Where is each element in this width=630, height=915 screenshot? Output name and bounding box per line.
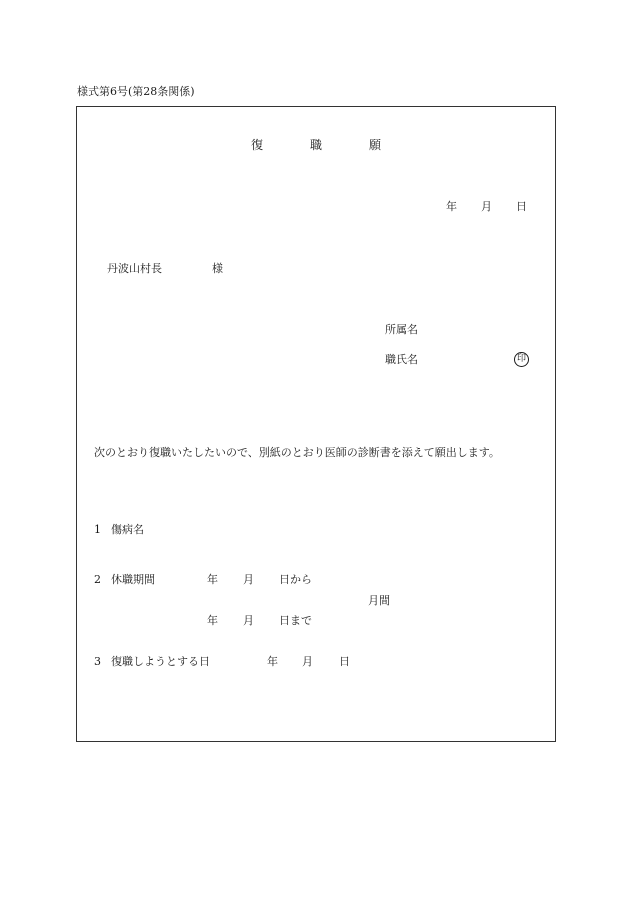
- addressee-name: 丹波山村長: [107, 262, 162, 275]
- item3-month: 月: [302, 655, 313, 668]
- title-char-3: 願: [369, 138, 382, 152]
- item2-to-year: 年: [207, 614, 218, 627]
- item2-from-month: 月: [243, 573, 254, 586]
- addressee-honorific: 様: [212, 262, 223, 275]
- item2-to-month: 月: [243, 614, 254, 627]
- item1-label: 傷病名: [111, 523, 144, 536]
- item3-day: 日: [339, 655, 350, 668]
- item2-to-day: 日まで: [279, 614, 312, 627]
- item3-number: 3: [94, 655, 101, 668]
- body-text: 次のとおり復職いたしたいので、別紙のとおり医師の診断書を添えて願出します。: [94, 446, 500, 459]
- item1-number: 1: [94, 523, 101, 536]
- item2-from-year: 年: [207, 573, 218, 586]
- item3-year: 年: [267, 655, 278, 668]
- seal-icon: 印: [514, 352, 529, 367]
- item3-label: 復職しようとする日: [111, 655, 210, 668]
- form-number: 様式第6号(第28条関係): [77, 85, 195, 98]
- date-month: 月: [481, 200, 492, 213]
- title-char-1: 復: [251, 138, 264, 152]
- item2-from-day: 日から: [279, 573, 312, 586]
- date-year: 年: [446, 200, 457, 213]
- item2-label: 休職期間: [111, 573, 155, 586]
- name-label: 職氏名: [385, 353, 418, 366]
- item2-months: 月間: [368, 594, 390, 607]
- date-day: 日: [516, 200, 527, 213]
- item2-number: 2: [94, 573, 101, 586]
- title-char-2: 職: [310, 138, 323, 152]
- seal-mark: [514, 352, 529, 367]
- affiliation-label: 所属名: [385, 323, 418, 336]
